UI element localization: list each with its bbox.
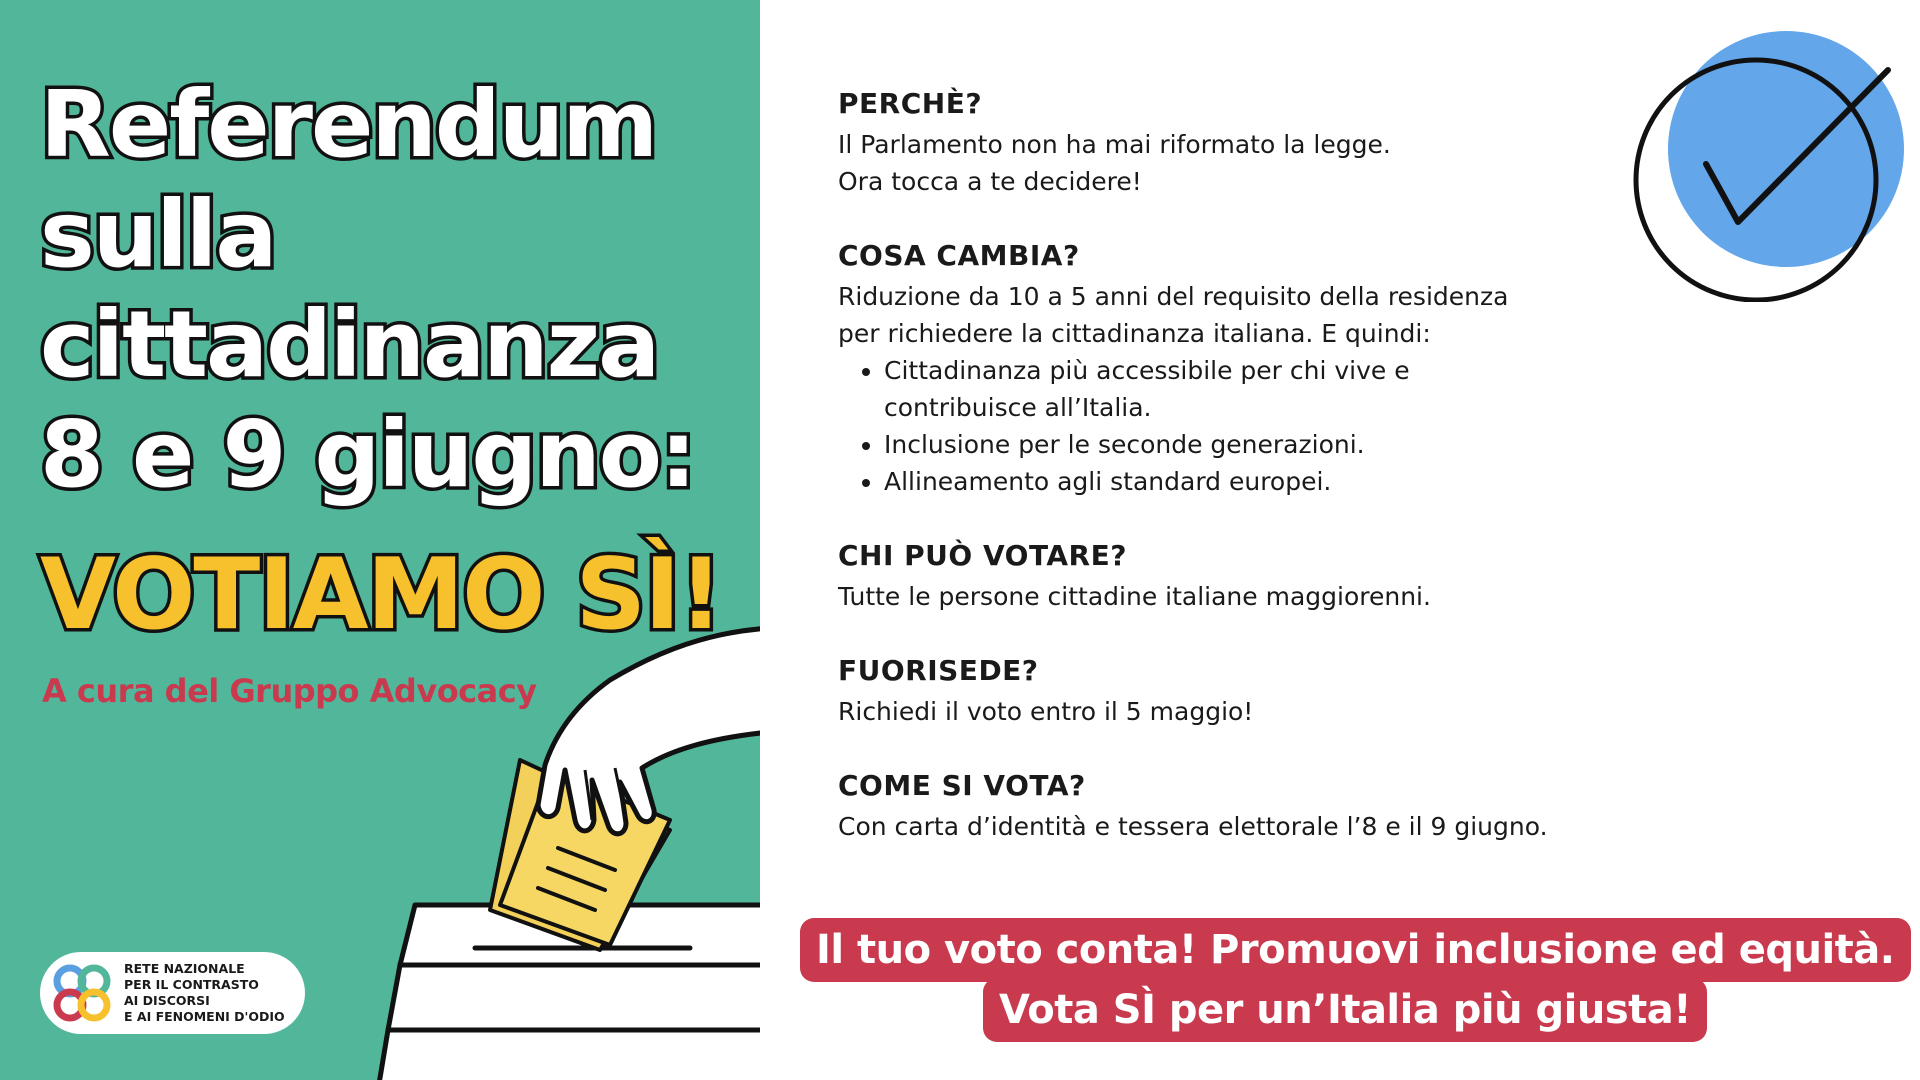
headline-line-2: sulla: [40, 181, 276, 288]
text-line: per richiedere la cittadinanza italiana. E quindi:: [838, 319, 1431, 348]
bullet-list: [838, 352, 1658, 500]
credit-text: A cura del Gruppo Advocacy: [42, 672, 537, 710]
left-panel: [0, 0, 760, 1080]
bullet-item: [884, 426, 1658, 463]
bullet-item: [884, 463, 1658, 500]
ballot-box-illustration: [370, 620, 760, 1080]
rete-logo-icon: [50, 961, 114, 1025]
info-content: [838, 86, 1658, 883]
section-text: Con carta d’identità e tessera elettorale l’8 e il 9 giugno.: [838, 812, 1548, 841]
section-cosa-cambia: [838, 238, 1658, 500]
check-circle-icon: [1628, 22, 1908, 302]
section-text: Richiedi il voto entro il 5 maggio!: [838, 697, 1254, 726]
section-title-cosa-cambia: COSA CAMBIA?: [838, 239, 1080, 272]
logo-line-3: AI DISCORSI: [124, 993, 210, 1008]
bullet-item: [884, 352, 1444, 426]
section-title-chi-puo-votare: CHI PUÒ VOTARE?: [838, 539, 1127, 572]
section-fuorisede: [838, 653, 1658, 730]
section-title-fuorisede: FUORISEDE?: [838, 654, 1039, 687]
headline-line-4: 8 e 9 giugno:: [40, 401, 695, 508]
logo-line-1: RETE NAZIONALE: [124, 961, 245, 976]
section-text: [838, 278, 1658, 352]
text-line: Ora tocca a te decidere!: [838, 167, 1142, 196]
bullet-text: Allineamento agli standard europei.: [884, 467, 1332, 496]
banner-line-2: Vota SÌ per un’Italia più giusta!: [983, 978, 1707, 1042]
text-line: Riduzione da 10 a 5 anni del requisito della residenza: [838, 282, 1509, 311]
section-come-si-vota: [838, 768, 1658, 845]
section-chi-puo-votare: [838, 538, 1658, 615]
headline: [40, 70, 695, 510]
text-line: Il Parlamento non ha mai riformato la legge.: [838, 130, 1391, 159]
bullet-text: Cittadinanza più accessibile per chi vive e contribuisce all’Italia.: [884, 356, 1410, 422]
banner-line-1: Il tuo voto conta! Promuovi inclusione ed equità.: [800, 918, 1911, 982]
closing-banner: [800, 918, 1895, 1042]
section-title-come-si-vota: COME SI VOTA?: [838, 769, 1086, 802]
section-title-perche: PERCHÈ?: [838, 87, 983, 120]
section-text: [838, 126, 1658, 200]
rete-logo-badge: [40, 952, 305, 1034]
hand-icon: [538, 628, 760, 834]
logo-line-4: E AI FENOMENI D'ODIO: [124, 1009, 285, 1024]
headline-line-1: Referendum: [40, 71, 657, 178]
section-text: Tutte le persone cittadine italiane maggiorenni.: [838, 582, 1431, 611]
logo-line-2: PER IL CONTRASTO: [124, 977, 259, 992]
rete-logo-text: [124, 961, 285, 1025]
cta-votiamo-si: VOTIAMO SÌ!: [40, 538, 722, 652]
bullet-text: Inclusione per le seconde generazioni.: [884, 430, 1365, 459]
headline-line-3: cittadinanza: [40, 291, 659, 398]
section-perche: [838, 86, 1658, 200]
